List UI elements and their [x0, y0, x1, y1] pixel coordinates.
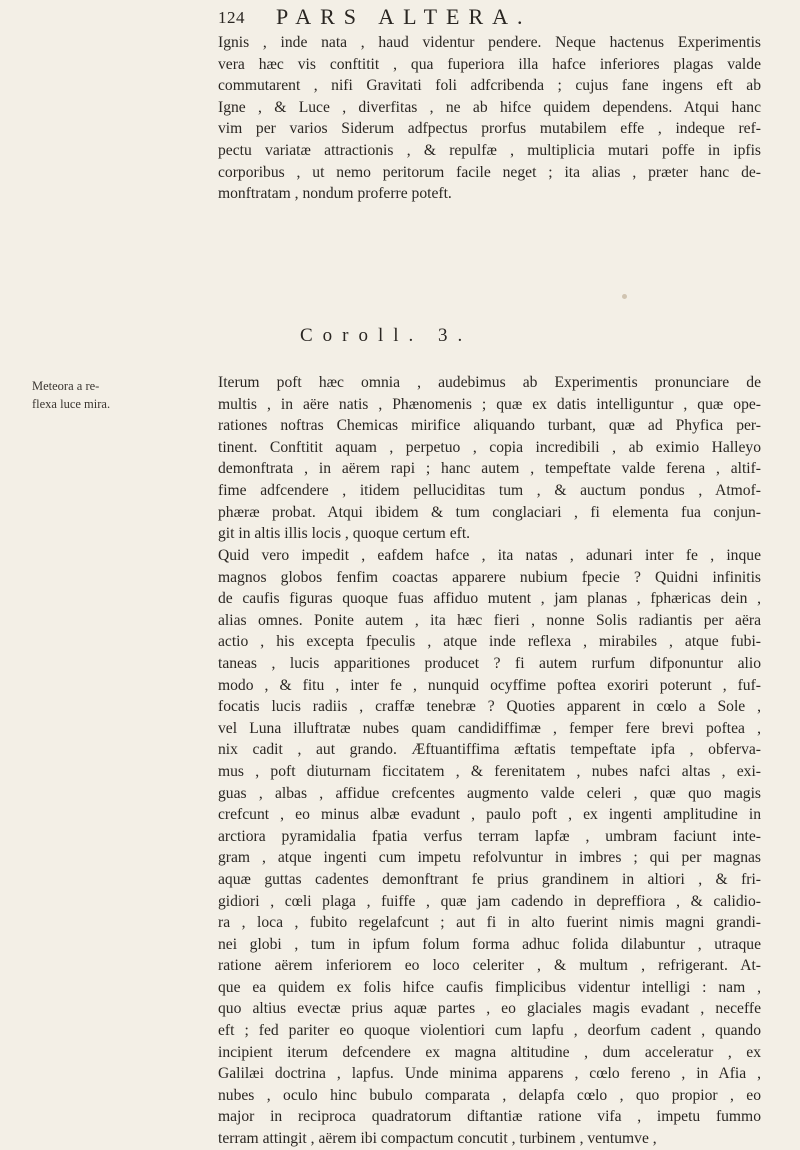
- text-line: terram attingit , aërem ibi compactum concutit , turbinem , ventumve ,: [218, 1130, 657, 1148]
- text-line: modo , & fitu , inter fe , nunquid ocyffime poftea exoriri poterunt , fuf-: [218, 676, 761, 694]
- text-line: ra , loca , fubito regelafcunt ; aut fi in alto fuerint nimis magni grandi-: [218, 914, 761, 932]
- running-title: PARS ALTERA.: [276, 4, 532, 29]
- text-line: vera hæc vis conftitit , qua fuperiora illa hafce inferiores plagas valde: [218, 55, 761, 73]
- text-line: multis , in aëre natis , Phænomenis ; quæ ex datis intelliguntur , quæ ope-: [218, 395, 761, 413]
- text-line: Galilæi doctrina , lapfus. Unde minima apparens , cœlo fereno , in Afia ,: [218, 1065, 761, 1083]
- text-line: mus , poft diuturnam ficcitatem , & ferenitatem , nubes nafci altas , exi-: [218, 762, 761, 780]
- marginal-note-line: flexa luce mira.: [32, 397, 111, 411]
- text-line: Quid vero impedit , eafdem hafce , ita natas , adunari inter fe , inque: [218, 547, 761, 564]
- text-line: incipient iterum defcendere ex magna altitudine , dum acceleratur , ex: [218, 1043, 761, 1061]
- text-line: guas , albas , affidue crefcentes augmento valde celeri , quæ quo magis: [218, 784, 761, 802]
- text-line: gram , atque ingenti cum impetu refolvuntur in imbres ; qui per magnas: [218, 849, 761, 867]
- paragraph-2: [218, 372, 761, 545]
- text-line: nei globi , tum in ipfum folum forma adhuc folida dilabuntur , utraque: [218, 935, 761, 953]
- text-line: nubes , oculo hinc bubulo comparata , delapfa cœlo , quo propior , eo: [218, 1086, 761, 1104]
- text-line: Igne , & Luce , diverfitas , ne ab hifce quidem dependens. Atqui hanc: [218, 98, 761, 116]
- text-line: actio , his excepta fpeculis , atque inde reflexa , mirabiles , atque fubi-: [218, 633, 761, 651]
- text-line: alias omnes. Ponite autem , ita hæc fieri , nonne Solis radiantis per aëra: [218, 611, 761, 629]
- marginal-note-line: Meteora a re-: [32, 379, 100, 393]
- text-line: Ignis , inde nata , haud videntur pendere. Neque hactenus Experimentis: [218, 34, 761, 51]
- text-line: corporibus , ut nemo peritorum facile neget ; ita alias , præter hanc de-: [218, 163, 761, 181]
- text-line: ratione aërem inferiorem eo loco celeriter , & multum , refrigerant. At-: [218, 957, 761, 975]
- text-line: nix cadit , aut grando. Æftuantiffima æftatis tempeftate ipfa , obferva-: [218, 741, 761, 759]
- page-number: 124: [218, 8, 245, 27]
- text-line: crefcunt , eo minus albæ evadunt , paulo poft , ex ingenti amplitudine in: [218, 806, 761, 824]
- text-line: arctiora pyramidalia fpatia verfus terram lapfæ , umbram faciunt inte-: [218, 827, 761, 845]
- text-line: git in altis illis locis , quoque certum eft.: [218, 525, 471, 543]
- page-header: [218, 4, 758, 30]
- text-line: taneas , lucis apparitiones producet ? fi autem rurfum difponuntur alio: [218, 654, 761, 672]
- text-line: tinent. Conftitit aquam , perpetuo , copia incredibili , ab eximio Halleyo: [218, 438, 761, 456]
- text-line: major in reciproca quadratorum diftantiæ ratione vifa , impetu fummo: [218, 1108, 761, 1126]
- text-line: pectu variatæ attractionis , & repulfæ , multiplicia mutari poffe in ipfis: [218, 141, 761, 159]
- text-line: gidiori , cœli plaga , fuiffe , quæ jam cadendo in depreffiora , & calidio-: [218, 892, 761, 910]
- text-line: vel Luna illuftratæ nubes quam candidiffimæ , femper fere brevi poftea ,: [218, 719, 761, 737]
- section-heading: Coroll. 3.: [300, 325, 473, 346]
- text-line: que ea quidem ex folis hifce caufis fimplicibus videntur intelligi : nam ,: [218, 978, 761, 996]
- text-line: Iterum poft hæc omnia , audebimus ab Experimentis pronunciare de: [218, 374, 761, 391]
- text-line: magnos globos fenfim coactas apparere nubium fpecie ? Quidni infinitis: [218, 568, 761, 586]
- text-line: commutarent , nifi Gravitati foli adfcribenda ; cujus fane ingens eft ab: [218, 77, 761, 95]
- text-line: rationes noftras Chemicas mirifice aliquando turbant, quæ ad Phyfica per-: [218, 417, 761, 435]
- text-line: monftratam , nondum proferre poteft.: [218, 185, 452, 203]
- text-line: phæræ probat. Atqui ibidem & tum conglaciari , fi elementa fua conjun-: [218, 503, 761, 521]
- paper-blemish: [622, 294, 627, 299]
- text-line: eft ; fed pariter eo quoque violentiori cum lapfu , deorfum cadent , quando: [218, 1022, 761, 1040]
- text-line: aquæ guttas cadentes demonftrant fe prius grandinem in altiori , & fri-: [218, 870, 761, 888]
- text-line: fime adfcendere , itidem pelluciditas tum , & auctum pondus , Atmof-: [218, 481, 761, 499]
- text-line: focatis lucis radiis , craffæ tenebræ ? Quoties apparent in cœlo a Sole ,: [218, 698, 761, 716]
- text-line: de caufis figuras quoque fuas affiduo mutent , jam planas , fphæricas dein ,: [218, 590, 761, 608]
- text-line: quo altius evectæ prius aquæ partes , eo glaciales magis evadant , neceffe: [218, 1000, 761, 1018]
- paragraph-3: [218, 545, 761, 1150]
- text-line: vim per varios Siderum adfpectus prorfus mutabilem effe , indeque ref-: [218, 120, 761, 138]
- paragraph-1: [218, 32, 761, 205]
- text-line: demonftrata , in aërem rapi ; hanc autem , tempeftate valde ferena , altif-: [218, 460, 761, 478]
- marginal-note: [32, 377, 162, 413]
